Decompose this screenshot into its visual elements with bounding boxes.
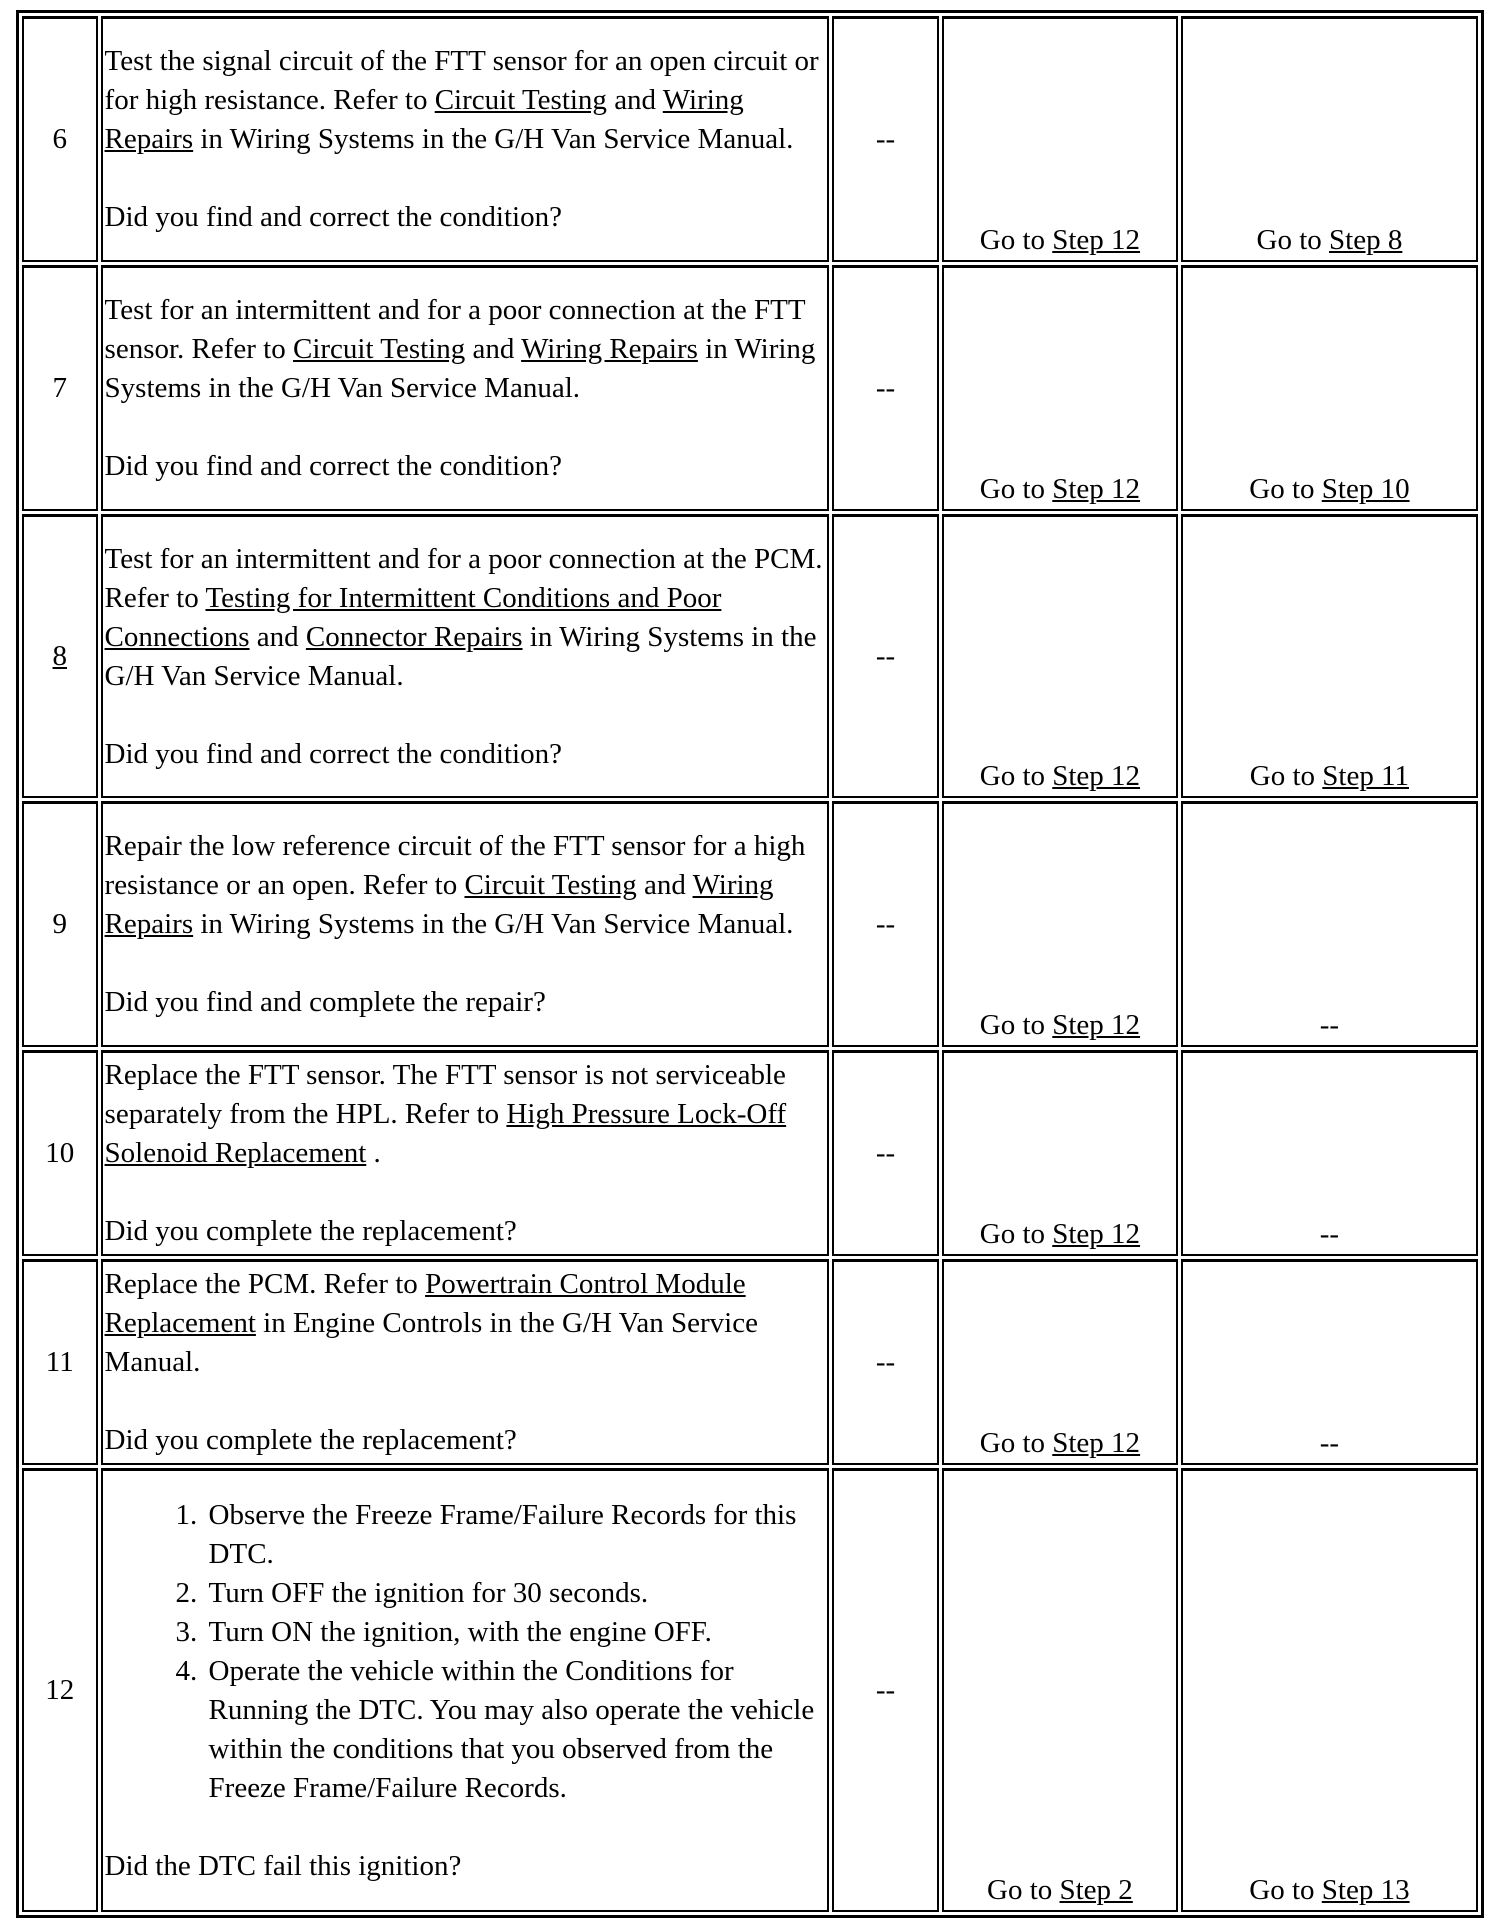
instruction-text: and — [249, 620, 306, 653]
manual-link[interactable]: Testing for Intermittent Conditions and Poor Connections — [104, 581, 722, 653]
instruction-text: in Wiring Systems in the G/H Van Service Manual. — [193, 908, 794, 940]
yes-step-link[interactable]: Step 12 — [1052, 760, 1141, 792]
yes-step-link[interactable]: Step 12 — [1052, 1009, 1141, 1041]
no-result-none: -- — [1319, 1009, 1340, 1041]
instruction-text: Test for an intermittent and for a poor connection at the FTT sensor. Refer to — [104, 294, 806, 365]
table-row — [22, 16, 1478, 262]
step-action — [101, 514, 830, 798]
manual-link[interactable]: Connector Repairs — [305, 620, 523, 653]
instruction-text: in Wiring Systems in the G/H Van Service Manual. — [104, 333, 816, 404]
step-question: Did you complete the replacement? — [104, 1215, 517, 1247]
step-number: 7 — [22, 265, 98, 511]
step-value: -- — [832, 265, 939, 511]
step-value: -- — [832, 1468, 939, 1912]
manual-link[interactable]: Circuit Testing — [464, 869, 637, 901]
no-cell — [1181, 801, 1478, 1047]
step-question: Did the DTC fail this ignition? — [104, 1849, 462, 1882]
yes-cell — [942, 801, 1178, 1047]
yes-cell — [942, 1259, 1178, 1465]
yes-step-link[interactable]: Step 2 — [1059, 1874, 1133, 1906]
instruction-text: . — [366, 1137, 381, 1169]
step-question: Did you find and correct the condition? — [104, 201, 562, 233]
yes-cell — [942, 1468, 1178, 1912]
step-question: Did you find and complete the repair? — [104, 986, 546, 1018]
instruction-text: Replace the FTT sensor. The FTT sensor is not serviceable separately from the HPL. Refer to — [104, 1059, 786, 1130]
go-to-text: Go to — [979, 1218, 1053, 1250]
procedure-item: 1. Observe the Freeze Frame/Failure Records for this DTC. — [205, 1496, 826, 1574]
yes-step-link[interactable]: Step 12 — [1052, 1427, 1141, 1459]
no-cell — [1181, 514, 1478, 798]
step-number: 9 — [22, 801, 98, 1047]
go-to-text: Go to — [979, 1427, 1053, 1459]
step-number: 12 — [22, 1468, 98, 1912]
step-action — [101, 801, 830, 1047]
no-cell — [1181, 16, 1478, 262]
step-number: 11 — [22, 1259, 98, 1465]
table-row — [22, 514, 1478, 798]
no-result-none: -- — [1319, 1427, 1340, 1459]
step-action — [101, 265, 830, 511]
instruction-text: Repair the low reference circuit of the FTT sensor for a high resistance or an open. Refer to — [104, 830, 806, 901]
procedure-item: 2. Turn OFF the ignition for 30 seconds. — [205, 1574, 826, 1613]
table-row — [22, 801, 1478, 1047]
step-question: Did you complete the replacement? — [104, 1424, 517, 1456]
table-row — [22, 1050, 1478, 1256]
manual-link[interactable]: Wiring Repairs — [521, 333, 698, 365]
procedure-item: 3. Turn ON the ignition, with the engine OFF. — [205, 1613, 826, 1652]
instruction-text: in Wiring Systems in the G/H Van Service Manual. — [193, 123, 794, 155]
go-to-text: Go to — [1249, 760, 1323, 792]
yes-cell — [942, 265, 1178, 511]
instruction-text: and — [465, 333, 522, 365]
manual-link[interactable]: Wiring Repairs — [104, 84, 744, 155]
instruction-text: in Engine Controls in the G/H Van Service Manual. — [104, 1307, 758, 1378]
instruction-text: in Wiring Systems in the G/H Van Service Manual. — [104, 620, 817, 692]
go-to-text: Go to — [979, 760, 1053, 792]
yes-step-link[interactable]: Step 12 — [1052, 473, 1141, 505]
step-number: 10 — [22, 1050, 98, 1256]
yes-cell — [942, 1050, 1178, 1256]
no-step-link[interactable]: Step 8 — [1329, 224, 1403, 256]
procedure-item: 4. Operate the vehicle within the Conditions for Running the DTC. You may also operate the vehicle within the conditions that you observed from the Freeze Frame/Failure Records. — [205, 1652, 826, 1808]
go-to-text: Go to — [1249, 473, 1322, 505]
step-value: -- — [832, 16, 939, 262]
step-action — [101, 1468, 830, 1912]
yes-step-link[interactable]: Step 12 — [1052, 1218, 1141, 1250]
yes-cell — [942, 16, 1178, 262]
step-value: -- — [832, 514, 939, 798]
go-to-text: Go to — [979, 1009, 1053, 1041]
no-cell — [1181, 1259, 1478, 1465]
instruction-text: and — [606, 84, 663, 116]
step-action — [101, 16, 830, 262]
manual-link[interactable]: Powertrain Control Module Replacement — [104, 1268, 746, 1339]
instruction-text: Test for an intermittent and for a poor connection at the PCM. Refer to — [104, 542, 823, 614]
go-to-text: Go to — [987, 1874, 1060, 1906]
manual-link[interactable]: Circuit Testing — [434, 84, 607, 116]
instruction-text: Test the signal circuit of the FTT sensor for an open circuit or for high resistance. Refer to — [104, 45, 819, 116]
instruction-text: and — [636, 869, 693, 901]
go-to-text: Go to — [979, 224, 1053, 256]
yes-step-link[interactable]: Step 12 — [1052, 224, 1141, 256]
step-value: -- — [832, 801, 939, 1047]
no-step-link[interactable]: Step 10 — [1321, 473, 1410, 505]
no-cell — [1181, 265, 1478, 511]
step-action — [101, 1259, 830, 1465]
step-action — [101, 1050, 830, 1256]
no-cell — [1181, 1468, 1478, 1912]
step-value: -- — [832, 1050, 939, 1256]
step-question: Did you find and correct the condition? — [104, 450, 562, 482]
go-to-text: Go to — [979, 473, 1053, 505]
diagnostic-steps-table — [16, 10, 1484, 1918]
manual-link[interactable]: High Pressure Lock-Off Solenoid Replacement — [104, 1098, 787, 1169]
step-number: 6 — [22, 16, 98, 262]
go-to-text: Go to — [1256, 224, 1330, 256]
no-cell — [1181, 1050, 1478, 1256]
step-value: -- — [832, 1259, 939, 1465]
step-number[interactable]: 8 — [22, 514, 98, 798]
manual-link[interactable]: Wiring Repairs — [104, 869, 774, 940]
no-result-none: -- — [1319, 1218, 1340, 1250]
step-question: Did you find and correct the condition? — [104, 737, 562, 770]
table-row — [22, 1468, 1478, 1912]
no-step-link[interactable]: Step 13 — [1321, 1874, 1410, 1906]
manual-link[interactable]: Circuit Testing — [293, 333, 466, 365]
table-row — [22, 265, 1478, 511]
go-to-text: Go to — [1249, 1874, 1322, 1906]
no-step-link[interactable]: Step 11 — [1322, 760, 1410, 792]
procedure-list — [105, 1496, 826, 1808]
instruction-text: Replace the PCM. Refer to — [104, 1268, 426, 1300]
yes-cell — [942, 514, 1178, 798]
table-row — [22, 1259, 1478, 1465]
